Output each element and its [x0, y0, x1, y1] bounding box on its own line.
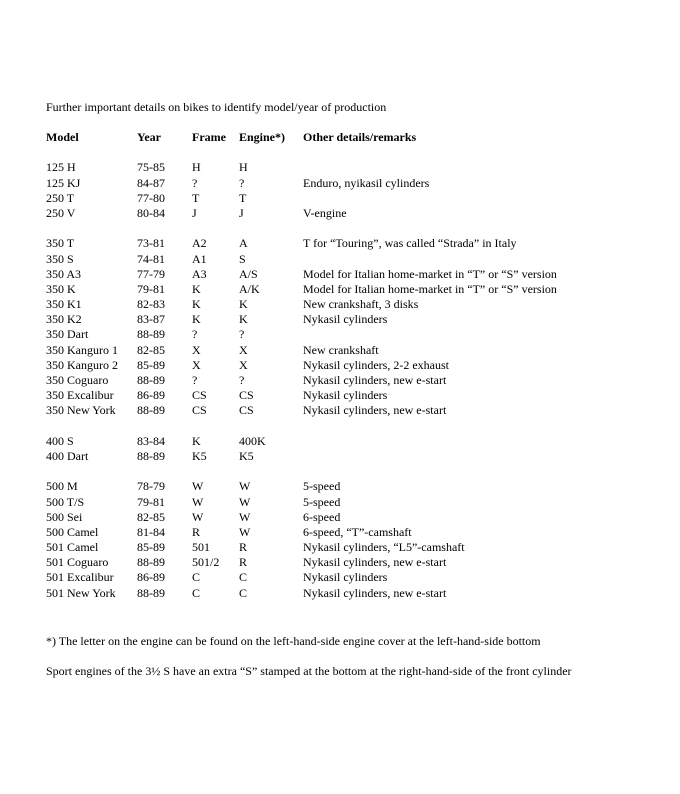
- cell-engine: A/K: [239, 281, 260, 296]
- header-engine: Engine*): [239, 130, 286, 144]
- cell-engine: W: [239, 494, 251, 509]
- cell-frame: K: [192, 433, 201, 448]
- cell-other: 6-speed, “T”-camshaft: [303, 524, 412, 539]
- cell-year: 86-89: [137, 570, 165, 585]
- cell-year: 88-89: [137, 585, 165, 600]
- table-row: [46, 434, 646, 449]
- table-header-row: [46, 130, 646, 145]
- cell-frame: ?: [192, 327, 198, 342]
- engine-footnote: *) The letter on the engine can be found on the left-hand-side engine cover at the left-hand-side bottom: [46, 634, 541, 648]
- cell-model: 350 Kanguro 2: [46, 357, 118, 372]
- cell-frame: X: [192, 342, 201, 357]
- cell-engine: K: [239, 312, 248, 327]
- cell-other: 5-speed: [303, 479, 341, 494]
- cell-year: 79-81: [137, 281, 165, 296]
- table-row: [46, 403, 646, 418]
- cell-frame: A1: [192, 251, 207, 266]
- cell-engine: J: [239, 205, 244, 220]
- table-row: [46, 343, 646, 358]
- cell-frame: A2: [192, 236, 207, 251]
- cell-engine: W: [239, 479, 251, 494]
- cell-frame: ?: [192, 373, 198, 387]
- cell-engine: CS: [239, 403, 254, 418]
- cell-frame: T: [192, 190, 200, 205]
- table-row: [46, 555, 646, 570]
- cell-other: Model for Italian home-market in “T” or “S” version: [303, 281, 557, 296]
- cell-frame: A3: [192, 266, 207, 281]
- table-body: [46, 160, 646, 600]
- cell-model: 350 Kanguro 1: [46, 342, 118, 357]
- cell-other: T for “Touring”, was called “Strada” in Italy: [303, 236, 517, 251]
- cell-model: 500 Camel: [46, 524, 99, 539]
- table-row: [46, 176, 646, 191]
- cell-engine: W: [239, 524, 251, 539]
- cell-engine: ?: [239, 373, 245, 387]
- cell-frame: 501: [192, 540, 210, 555]
- header-other: Other details/remarks: [303, 130, 417, 144]
- cell-year: 88-89: [137, 403, 165, 418]
- cell-other: Nykasil cylinders: [303, 570, 388, 585]
- table-row: [46, 327, 646, 342]
- cell-other: Nykasil cylinders, new e-start: [303, 555, 447, 570]
- cell-other: Nykasil cylinders, new e-start: [303, 403, 447, 418]
- cell-year: 73-81: [137, 236, 165, 251]
- cell-year: 84-87: [137, 175, 165, 190]
- cell-year: 83-87: [137, 312, 165, 327]
- table-row: [46, 586, 646, 601]
- cell-engine: ?: [239, 327, 245, 342]
- cell-engine: CS: [239, 388, 254, 403]
- cell-engine: T: [239, 190, 247, 205]
- table-row: [46, 252, 646, 267]
- cell-model: 350 K1: [46, 297, 82, 312]
- cell-model: 350 K: [46, 281, 76, 296]
- cell-frame: ?: [192, 175, 198, 190]
- table-row: [46, 495, 646, 510]
- table-row: [46, 160, 646, 175]
- cell-model: 501 Coguaro: [46, 555, 109, 570]
- cell-model: 125 KJ: [46, 175, 81, 190]
- cell-engine: R: [239, 540, 248, 555]
- cell-frame: K5: [192, 448, 207, 463]
- cell-frame: K: [192, 297, 201, 312]
- cell-engine: S: [239, 251, 246, 266]
- cell-frame: CS: [192, 388, 207, 403]
- sport-engine-note: Sport engines of the 3½ S have an extra “S” stamped at the bottom at the right-hand-side of the front cylinder: [46, 664, 572, 678]
- cell-model: 500 T/S: [46, 494, 85, 509]
- cell-model: 350 T: [46, 236, 75, 251]
- header-model: Model: [46, 130, 79, 144]
- cell-engine: R: [239, 555, 248, 570]
- cell-model: 350 K2: [46, 312, 82, 327]
- cell-frame: W: [192, 509, 204, 524]
- cell-model: 250 V: [46, 205, 76, 220]
- cell-year: 86-89: [137, 388, 165, 403]
- cell-other: Nykasil cylinders: [303, 312, 388, 327]
- cell-frame: 501/2: [192, 555, 220, 570]
- cell-year: 88-89: [137, 555, 165, 570]
- cell-frame: H: [192, 160, 201, 175]
- model-table: [46, 130, 646, 601]
- table-row: [46, 570, 646, 585]
- cell-year: 82-83: [137, 297, 165, 312]
- intro-text: Further important details on bikes to identify model/year of production: [46, 100, 387, 114]
- table-row: [46, 267, 646, 282]
- table-row: [46, 373, 646, 388]
- cell-other: Nykasil cylinders, “L5”-camshaft: [303, 540, 465, 555]
- header-year: Year: [137, 130, 161, 144]
- table-row: [46, 510, 646, 525]
- cell-engine: C: [239, 570, 248, 585]
- cell-frame: C: [192, 570, 201, 585]
- cell-frame: R: [192, 524, 201, 539]
- cell-frame: K: [192, 312, 201, 327]
- table-row: [46, 525, 646, 540]
- cell-frame: J: [192, 205, 197, 220]
- table-row: [46, 297, 646, 312]
- table-row: [46, 479, 646, 494]
- cell-model: 501 Excalibur: [46, 570, 114, 585]
- cell-model: 350 S: [46, 251, 74, 266]
- header-frame: Frame: [192, 130, 226, 144]
- cell-model: 350 Dart: [46, 327, 89, 342]
- cell-year: 85-89: [137, 540, 165, 555]
- cell-year: 88-89: [137, 448, 165, 463]
- cell-frame: W: [192, 479, 204, 494]
- cell-other: Nykasil cylinders, new e-start: [303, 373, 447, 387]
- table-row: [46, 282, 646, 297]
- cell-year: 88-89: [137, 327, 165, 342]
- cell-frame: X: [192, 357, 201, 372]
- cell-engine: ?: [239, 175, 245, 190]
- cell-other: 6-speed: [303, 509, 341, 524]
- cell-model: 500 Sei: [46, 509, 83, 524]
- cell-other: New crankshaft, 3 disks: [303, 297, 419, 312]
- table-row: [46, 206, 646, 221]
- cell-year: 85-89: [137, 357, 165, 372]
- cell-engine: W: [239, 509, 251, 524]
- cell-engine: 400K: [239, 433, 266, 448]
- cell-other: Enduro, nyikasil cylinders: [303, 175, 430, 190]
- cell-engine: K: [239, 297, 248, 312]
- cell-year: 82-85: [137, 509, 165, 524]
- cell-other: V-engine: [303, 205, 347, 220]
- cell-year: 88-89: [137, 373, 165, 387]
- cell-year: 75-85: [137, 160, 165, 175]
- cell-model: 350 Excalibur: [46, 388, 114, 403]
- cell-model: 501 New York: [46, 585, 116, 600]
- cell-model: 500 M: [46, 479, 78, 494]
- cell-other: Nykasil cylinders, 2-2 exhaust: [303, 357, 449, 372]
- cell-model: 350 New York: [46, 403, 116, 418]
- cell-model: 350 A3: [46, 266, 82, 281]
- table-row: [46, 312, 646, 327]
- cell-year: 80-84: [137, 205, 165, 220]
- cell-engine: A/S: [239, 266, 258, 281]
- cell-engine: K5: [239, 448, 254, 463]
- cell-year: 83-84: [137, 433, 165, 448]
- cell-model: 400 Dart: [46, 448, 89, 463]
- cell-other: New crankshaft: [303, 342, 379, 357]
- cell-frame: K: [192, 281, 201, 296]
- table-row: [46, 540, 646, 555]
- cell-year: 77-80: [137, 190, 165, 205]
- table-row: [46, 449, 646, 464]
- cell-engine: H: [239, 160, 248, 175]
- cell-year: 79-81: [137, 494, 165, 509]
- cell-year: 81-84: [137, 524, 165, 539]
- cell-year: 78-79: [137, 479, 165, 494]
- cell-other: 5-speed: [303, 494, 341, 509]
- cell-model: 250 T: [46, 190, 75, 205]
- cell-year: 82-85: [137, 342, 165, 357]
- cell-model: 125 H: [46, 160, 76, 175]
- cell-frame: C: [192, 585, 201, 600]
- cell-engine: X: [239, 357, 248, 372]
- table-row: [46, 358, 646, 373]
- cell-frame: W: [192, 494, 204, 509]
- cell-engine: X: [239, 342, 248, 357]
- cell-model: 400 S: [46, 433, 74, 448]
- table-row: [46, 191, 646, 206]
- cell-other: Model for Italian home-market in “T” or “S” version: [303, 266, 557, 281]
- cell-model: 501 Camel: [46, 540, 99, 555]
- cell-other: Nykasil cylinders, new e-start: [303, 585, 447, 600]
- cell-year: 77-79: [137, 266, 165, 281]
- cell-other: Nykasil cylinders: [303, 388, 388, 403]
- cell-frame: CS: [192, 403, 207, 418]
- table-row: [46, 388, 646, 403]
- cell-engine: C: [239, 585, 248, 600]
- cell-year: 74-81: [137, 251, 165, 266]
- cell-engine: A: [239, 236, 248, 251]
- cell-model: 350 Coguaro: [46, 373, 109, 387]
- table-row: [46, 236, 646, 251]
